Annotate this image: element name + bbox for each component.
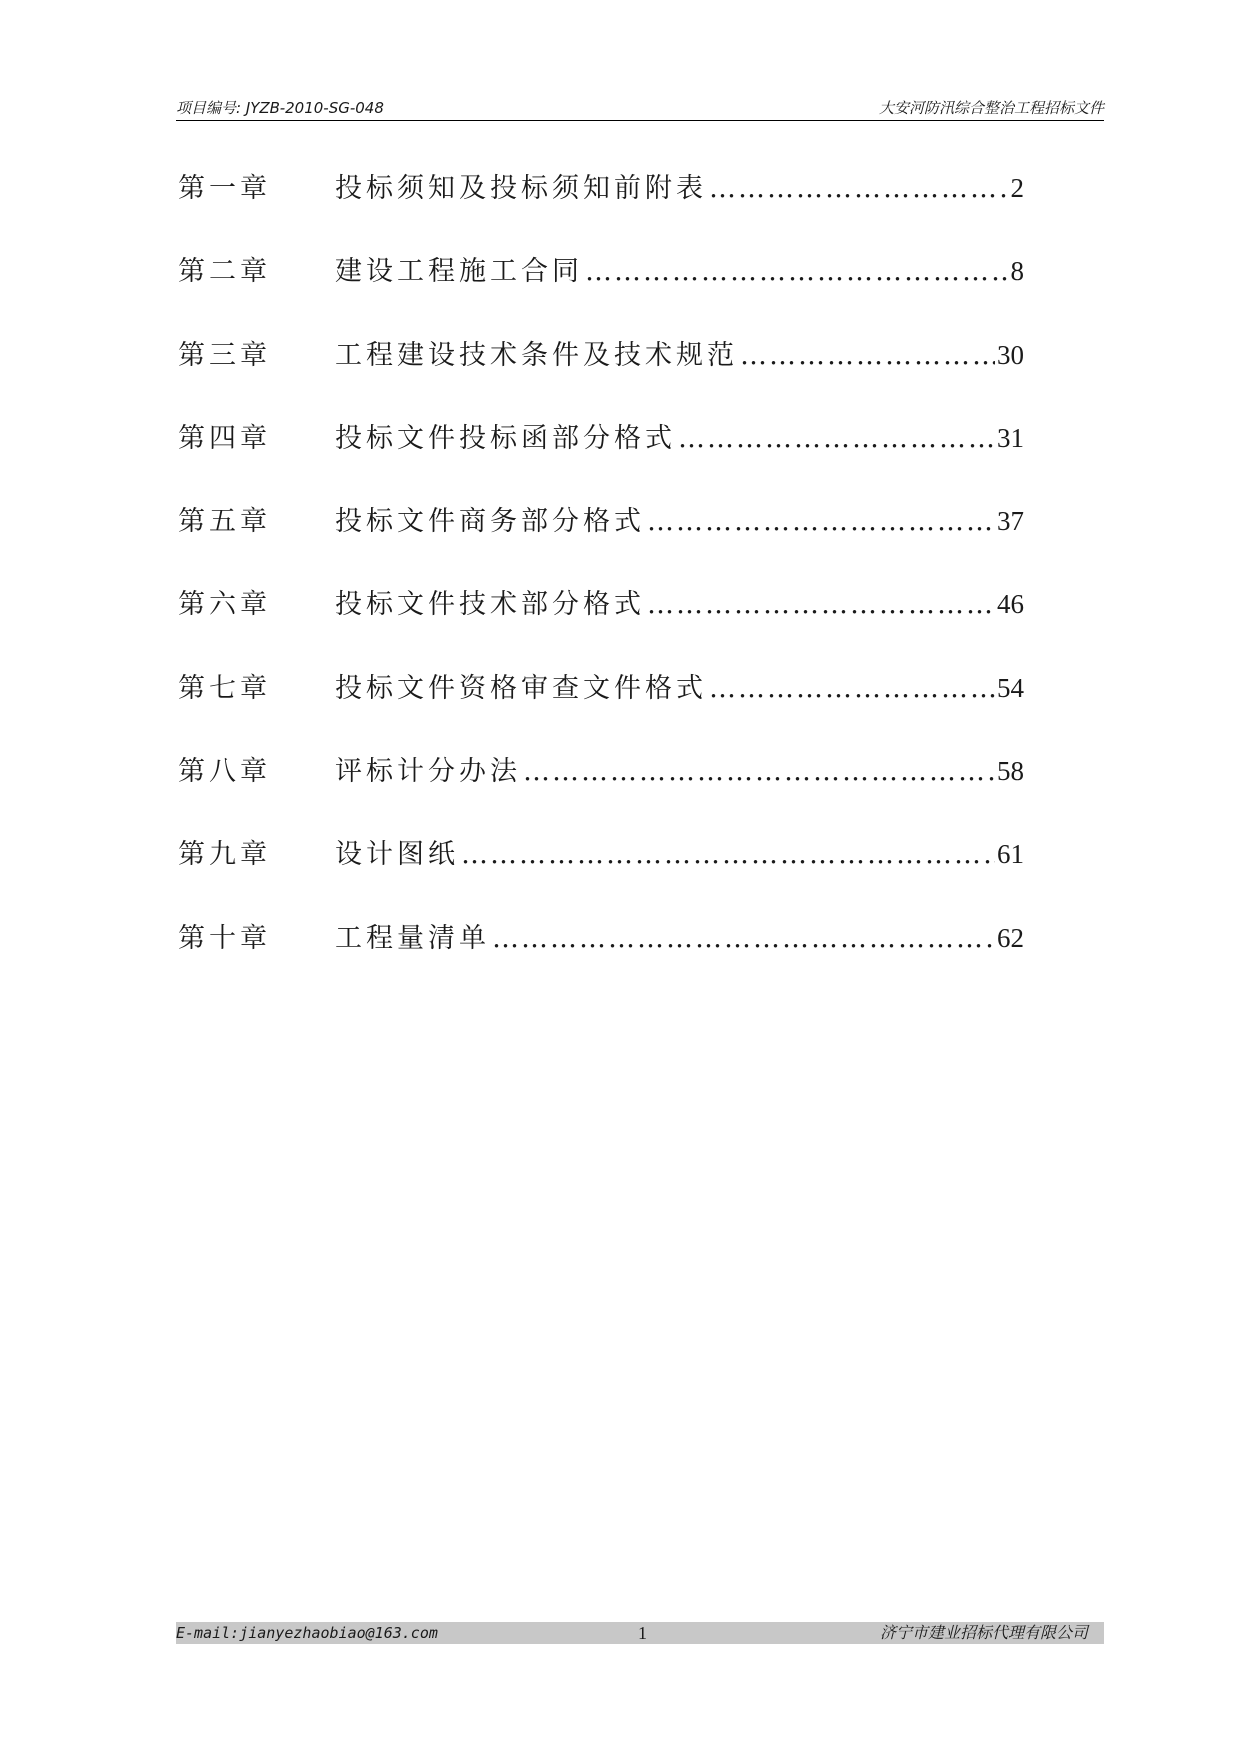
toc-title: 评标计分办法 <box>335 756 521 788</box>
contact-email: E-mail:jianyezhaobiao@163.com <box>176 1624 438 1642</box>
toc-title: 投标须知及投标须知前附表 <box>335 173 707 204</box>
toc-entry[interactable] <box>178 245 1024 328</box>
dot-leader <box>709 163 1009 215</box>
toc-entry[interactable] <box>178 828 1024 911</box>
toc-chapter-label: 第四章 <box>178 422 271 454</box>
dot-leader <box>709 663 995 715</box>
dot-leader <box>678 413 995 465</box>
toc-page-number: 8 <box>1010 256 1024 287</box>
dot-leader <box>740 330 995 382</box>
toc-entry[interactable] <box>178 329 1024 412</box>
toc-page-number: 2 <box>1010 173 1024 203</box>
toc-entry[interactable] <box>178 162 1024 245</box>
dot-leader <box>461 829 995 881</box>
toc-page-number: 62 <box>997 922 1024 953</box>
toc-title: 投标文件商务部分格式 <box>335 506 645 538</box>
toc-title: 工程量清单 <box>335 922 490 954</box>
toc-chapter-label: 第六章 <box>178 589 271 621</box>
page-header <box>176 98 1104 121</box>
toc-chapter-label: 第五章 <box>178 506 271 538</box>
toc-title: 投标文件资格审查文件格式 <box>335 672 707 704</box>
dot-leader <box>492 913 995 965</box>
toc-entry[interactable] <box>178 912 1024 995</box>
toc-chapter-label: 第十章 <box>178 922 271 954</box>
toc-entry[interactable] <box>178 495 1024 578</box>
project-number: 项目编号: JYZB-2010-SG-048 <box>176 99 384 117</box>
toc-entry[interactable] <box>178 662 1024 745</box>
toc-page-number: 61 <box>997 839 1024 870</box>
toc-title: 投标文件技术部分格式 <box>335 589 645 621</box>
company-name: 济宁市建业招标代理有限公司 <box>879 1623 1088 1642</box>
toc-title: 建设工程施工合同 <box>335 256 583 288</box>
toc-entry[interactable] <box>178 578 1024 661</box>
toc-chapter-label: 第七章 <box>178 672 271 704</box>
toc-entry[interactable] <box>178 745 1024 828</box>
toc-page-number: 30 <box>997 339 1024 370</box>
toc-page-number: 37 <box>997 506 1024 537</box>
toc-title: 投标文件投标函部分格式 <box>335 422 676 454</box>
dot-leader <box>523 746 995 798</box>
dot-leader <box>647 496 995 548</box>
document-title: 大安河防汛综合整治工程招标文件 <box>878 99 1104 117</box>
toc-page-number: 54 <box>997 672 1024 703</box>
dot-leader <box>585 246 1009 298</box>
toc-chapter-label: 第三章 <box>178 339 271 371</box>
toc-chapter-label: 第八章 <box>178 756 271 788</box>
toc-page-number: 46 <box>997 589 1024 620</box>
toc-title: 设计图纸 <box>335 839 459 871</box>
page-number: 1 <box>638 1623 647 1643</box>
toc-entry[interactable] <box>178 412 1024 495</box>
toc-chapter-label: 第一章 <box>178 173 271 204</box>
page-footer <box>176 1622 1104 1644</box>
toc-page-number: 58 <box>997 756 1024 787</box>
toc-page-number: 31 <box>997 422 1024 453</box>
toc-chapter-label: 第九章 <box>178 839 271 871</box>
table-of-contents <box>178 162 1024 995</box>
dot-leader <box>647 579 995 631</box>
toc-title: 工程建设技术条件及技术规范 <box>335 339 738 371</box>
toc-chapter-label: 第二章 <box>178 256 271 288</box>
